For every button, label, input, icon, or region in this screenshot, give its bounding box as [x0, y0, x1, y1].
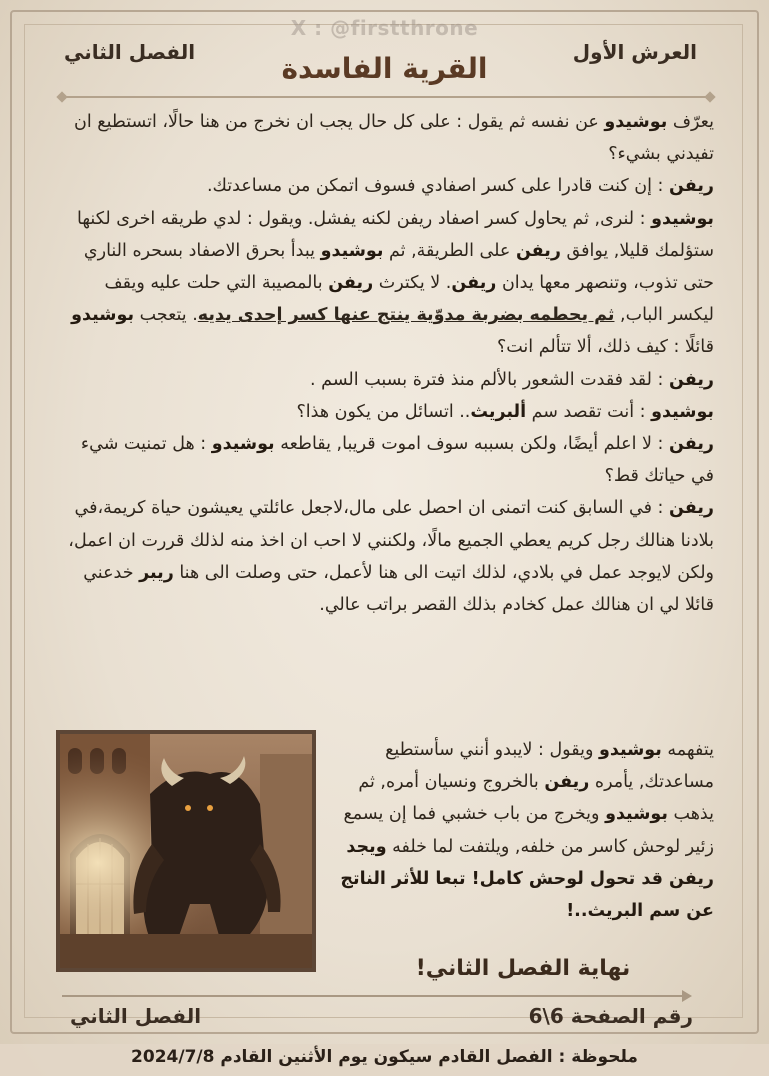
character-name: بوشيدو [211, 434, 275, 455]
paragraph-4: ريفن : لقد فقدت الشعور بالألم منذ فترة بسبب السم . [310, 369, 714, 390]
top-divider [62, 96, 710, 98]
bottom-divider [62, 995, 687, 997]
character-name: ريفن [669, 176, 714, 197]
footer-chapter-label: الفصل الثاني [70, 1004, 202, 1028]
beast-illustration [56, 730, 316, 972]
character-name: ريبر [139, 562, 174, 583]
paragraph-3: بوشيدو : لنرى, ثم يحاول كسر اصفاد ريفن لكنه يفشل. ويقول : لدي طريقه اخرى لكنها ستؤلمك قليلا, يوافق ريفن على الطريقة, ثم بوشيدو يبدأ بحرق الاصفاد بسحره الناري حتى تذوب، وتنصهر معها يدان ريفن. لا يكترث ريفن بالمصيبة التي حلت عليه ويقف ليكسر الباب, ثم يحطمه بضربة مدوّية ينتج عنها كسر إحدى يديه. يتعجب بوشيدو قائلًا : كيف ذلك، ألا تتألم انت؟ [71, 208, 714, 358]
character-name: ريفن [328, 273, 374, 294]
character-name: بوشيدو [598, 740, 662, 760]
character-name: ريفن [669, 369, 714, 390]
horned-beast-image [60, 734, 312, 968]
paragraph-7: ريفن : في السابق كنت اتمنى ان احصل على مال،لاجعل عائلتي يعيشون حياة كريمة،في بلادنا هنالك رجل كريم يعطي الجميع مالًا، ولكنني لا احب ان اخذ منه لذلك قررت ان اعمل، ولكن لايوجد عمل في بلادي، لذلك اتيت الى هنا لأعمل، حتى وصلت الى هنا ريبر خدعني قائلا لي ان هنالك عمل كخادم بذلك القصر براتب عالي. [68, 498, 714, 616]
story-text [64, 106, 714, 621]
character-name: ريفن [451, 273, 497, 294]
series-label: العرش الأول [572, 40, 697, 64]
paragraph-1: يعرّف بوشيدو عن نفسه ثم يقول : على كل حال يجب ان نخرج من هنا حالًا، اتستطيع ان تفيدني بشيء؟ [73, 112, 714, 165]
character-name: ريفن [669, 434, 714, 455]
character-name: ريفن [515, 240, 561, 261]
underlined-passage: ثم يحطمه بضربة مدوّية ينتج عنها كسر إحدى يديه [197, 305, 615, 326]
character-name: بوشيدو [604, 112, 668, 132]
page-number: رقم الصفحة 6\6 [528, 1004, 693, 1028]
character-name: ريفن [669, 498, 714, 519]
chapter-label: الفصل الثاني [64, 40, 196, 64]
arrow-icon [682, 990, 692, 1002]
character-name: بوشيدو [605, 804, 668, 825]
paragraph-6: ريفن : لا اعلم أيضًا، ولكن بسببه سوف اموت قريبا, يقاطعه بوشيدو : هل تمنيت شيء في حياتك قط؟ [80, 434, 714, 487]
closing-paragraph: يتفهمه بوشيدو ويقول : لايبدو أنني سأستطيع مساعدتك, يأمره ريفن بالخروج ونسيان أمره, ثم يذهب بوشيدو ويخرج من باب خشبي فما إن يسمع زئير لوحش كاسر من خلفه, ويلتفت لما خلفه ويجد ريفن قد تحول لوحش كامل! تبعا للأثر الناتج عن سم البريث..! [340, 740, 714, 922]
next-chapter-note: ملحوظة : الفصل القادم سيكون يوم الأثنين القادم 2024/7/8 [0, 1044, 769, 1076]
climax-text: ويجد ريفن قد تحول لوحش كامل! تبعا للأثر الناتج عن سم البريث..! [340, 836, 714, 922]
character-name: بوشيدو [71, 305, 135, 326]
character-name: بوشيدو [320, 240, 384, 261]
watermark: X : @firstthrone [290, 16, 479, 40]
chapter-end-heading: نهاية الفصل الثاني! [415, 956, 631, 981]
paragraph-2: ريفن : إن كنت قادرا على كسر اصفادي فسوف اتمكن من مساعدتك. [206, 176, 714, 197]
character-name: بوشيدو [651, 401, 714, 422]
character-name: بوشيدو [651, 208, 714, 229]
page-title: القرية الفاسدة [281, 52, 488, 85]
paragraph-5: بوشيدو : أنت تقصد سم ألبريث.. اتسائل من يكون هذا؟ [296, 401, 714, 422]
character-name: ألبريث [470, 401, 527, 422]
character-name: ريفن [544, 772, 590, 793]
